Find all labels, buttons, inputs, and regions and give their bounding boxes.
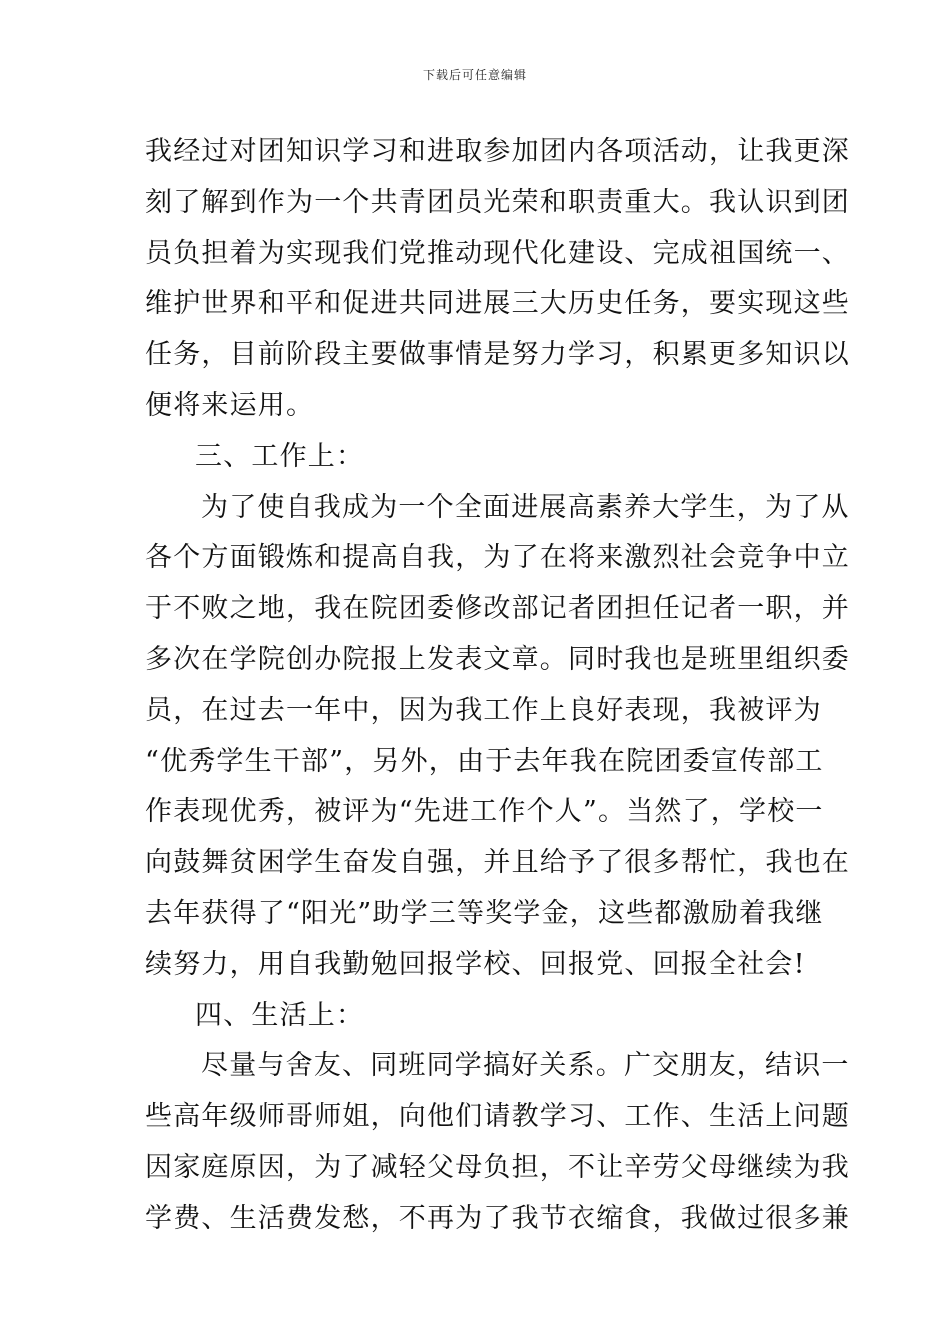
page-header: 下载后可任意编辑	[422, 68, 527, 82]
body-line: 各个方面锻炼和提高自我，为了在将来激烈社会竞争中立	[145, 542, 850, 574]
body-line: 任务，目前阶段主要做事情是努力学习，积累更多知识以	[145, 339, 850, 371]
body-line: 向鼓舞贫困学生奋发自强，并且给予了很多帮忙，我也在	[145, 847, 850, 879]
body-line: 员，在过去一年中，因为我工作上良好表现，我被评为	[145, 694, 822, 726]
body-line: 维护世界和平和促进共同进展三大历史任务，要实现这些	[145, 288, 850, 320]
document-body	[145, 127, 850, 1245]
body-line: 为了使自我成为一个全面进展高素养大学生，为了从	[201, 491, 850, 523]
body-line: 员负担着为实现我们党推动现代化建设、完成祖国统一、	[145, 237, 850, 269]
body-line: 续努力，用自我勤勉回报学校、回报党、回报全社会!	[145, 948, 806, 980]
section-heading-work: 三、工作上：	[195, 440, 365, 472]
body-line: 作表现优秀，被评为“先进工作个人”。当然了，学校一	[145, 796, 824, 828]
body-line: 多次在学院创办院报上发表文章。同时我也是班里组织委	[145, 643, 850, 675]
body-line: 去年获得了“阳光”助学三等奖学金，这些都激励着我继	[145, 897, 824, 929]
body-line: 些高年级师哥师姐，向他们请教学习、工作、生活上问题	[145, 1101, 850, 1133]
body-line: 便将来运用。	[145, 389, 315, 421]
body-line: 尽量与舍友、同班同学搞好关系。广交朋友，结识一	[201, 1050, 850, 1082]
body-line: 我经过对团知识学习和进取参加团内各项活动，让我更深	[145, 136, 850, 167]
section-heading-life: 四、生活上：	[195, 999, 365, 1031]
body-line: 学费、生活费发愁，不再为了我节衣缩食，我做过很多兼	[145, 1202, 850, 1234]
body-line: “优秀学生干部”，另外，由于去年我在院团委宣传部工	[145, 745, 824, 777]
body-line: 因家庭原因，为了减轻父母负担，不让辛劳父母继续为我	[145, 1151, 850, 1183]
body-line: 于不败之地，我在院团委修改部记者团担任记者一职，并	[145, 593, 850, 625]
body-line: 刻了解到作为一个共青团员光荣和职责重大。我认识到团	[145, 186, 850, 218]
